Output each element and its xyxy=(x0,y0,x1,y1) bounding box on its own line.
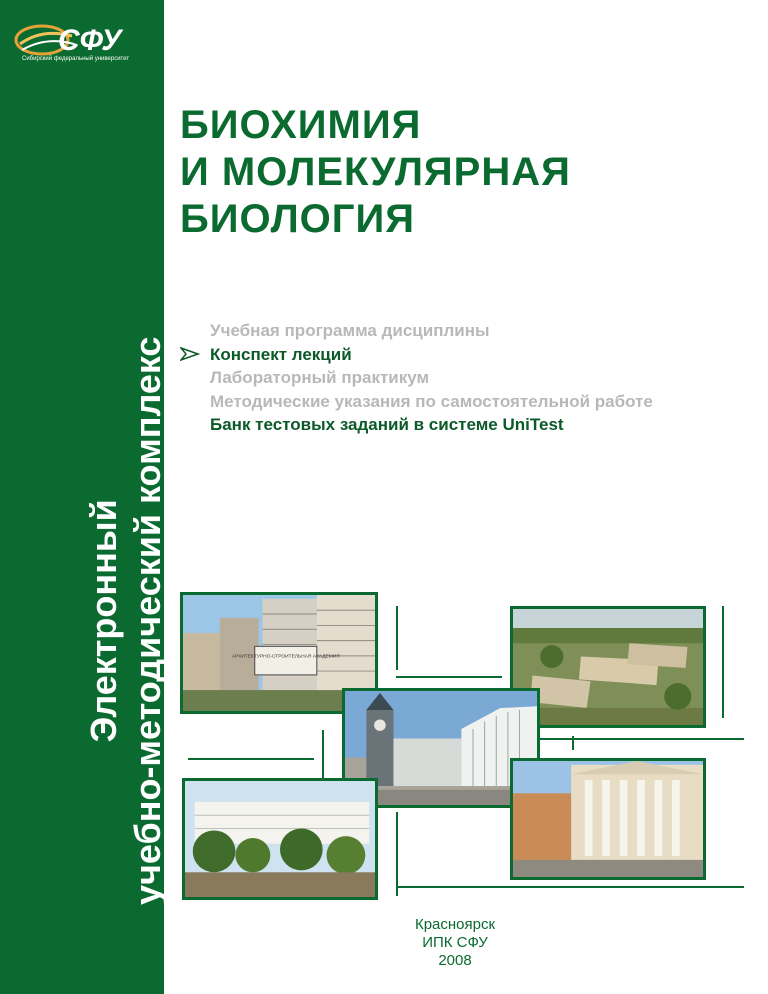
toc-item-tests[interactable] xyxy=(180,413,740,437)
divider-line xyxy=(538,738,744,740)
footer-city: Красноярск xyxy=(414,916,496,933)
footer-year: 2008 xyxy=(438,952,472,969)
toc-item-lectures[interactable] xyxy=(180,343,740,367)
toc-item-label: Методические указания по самостоятельной работе xyxy=(210,391,653,411)
photo-park-building xyxy=(182,778,378,900)
logo-text: СФУ xyxy=(58,24,122,57)
toc-item-guidelines[interactable] xyxy=(180,390,740,414)
footer-publisher: ИПК СФУ xyxy=(422,934,488,951)
toc-item-label: Конспект лекций xyxy=(210,344,352,364)
title-line1: БИОХИМИЯ xyxy=(180,103,422,147)
vertical-title-line1: Электронный xyxy=(83,499,124,743)
academy-sign: АРХИТЕКТУРНО-СТРОИТЕЛЬНАЯ АКАДЕМИЯ xyxy=(231,654,340,660)
sidebar xyxy=(0,0,168,994)
vertical-title-line2: учебно-методический комплекс xyxy=(127,336,168,905)
title-line2: И МОЛЕКУЛЯРНАЯ xyxy=(180,150,571,194)
toc-item-lab[interactable] xyxy=(180,366,740,390)
divider-line xyxy=(572,736,574,750)
table-of-contents xyxy=(180,319,740,437)
divider-line xyxy=(322,730,324,778)
divider-line xyxy=(396,606,398,670)
page-title xyxy=(180,102,571,243)
vertical-title xyxy=(82,337,170,905)
divider-line xyxy=(396,676,502,678)
toc-item-program[interactable] xyxy=(180,319,740,343)
divider-line xyxy=(188,758,314,760)
footer xyxy=(380,916,530,970)
divider-line xyxy=(396,812,398,896)
photo-columned-building xyxy=(510,758,706,880)
title-line3: БИОЛОГИЯ xyxy=(180,197,415,241)
toc-item-label: Лабораторный практикум xyxy=(210,368,430,387)
arrow-bullet-icon xyxy=(180,346,200,362)
toc-item-label: Учебная программа дисциплины xyxy=(210,321,490,340)
logo-subtitle: Сибирский федеральный университет xyxy=(22,56,130,62)
toc-item-label: Банк тестовых заданий в системе UniTest xyxy=(210,415,564,434)
divider-line xyxy=(396,886,744,888)
divider-line xyxy=(722,606,724,718)
